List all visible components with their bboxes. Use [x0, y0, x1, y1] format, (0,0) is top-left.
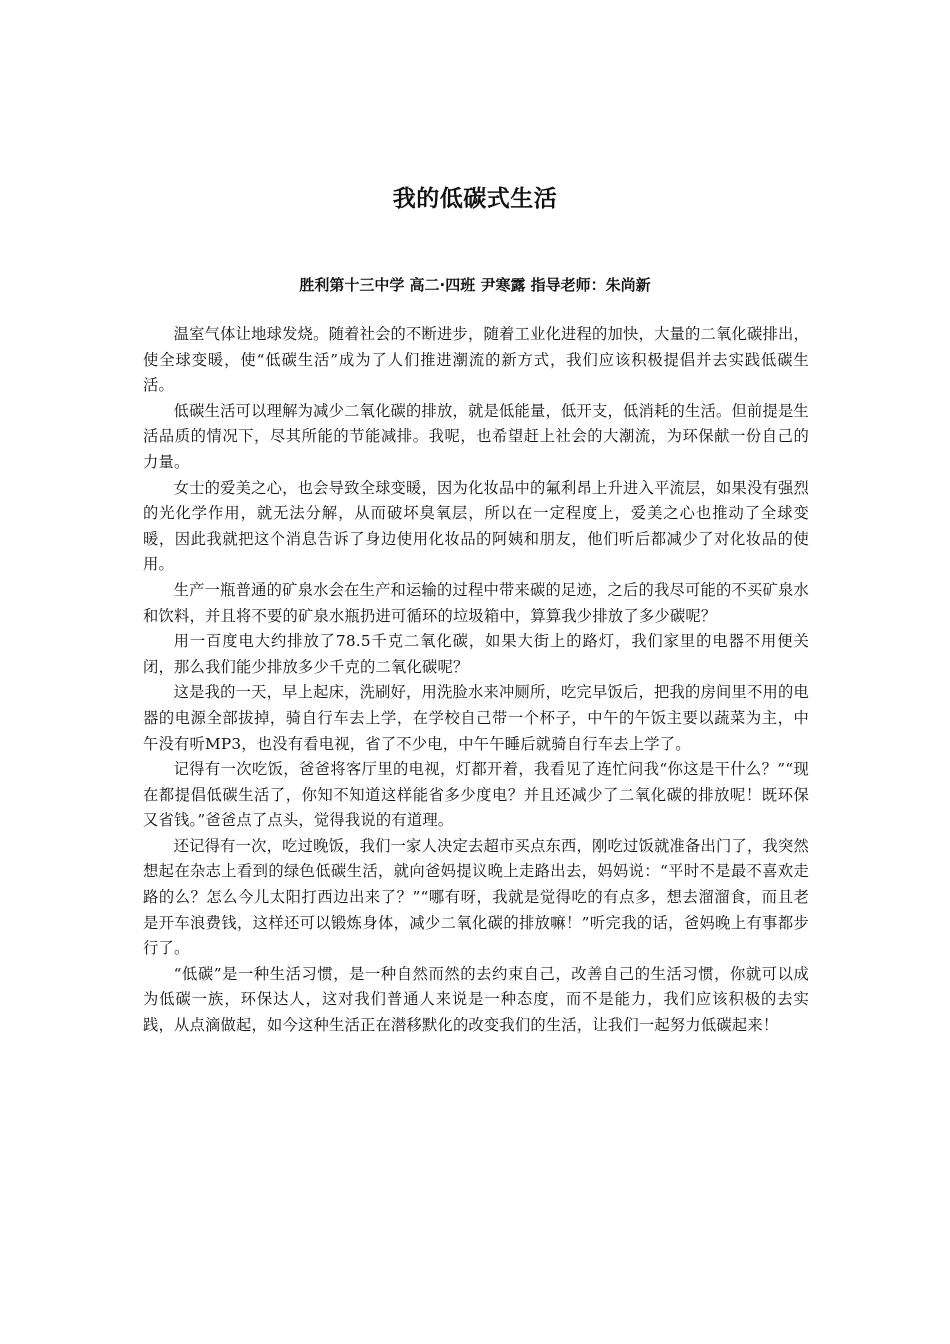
author-byline: 胜利第十三中学 高二·四班 尹寒露 指导老师：朱尚新 [299, 276, 651, 294]
document-body [143, 322, 809, 1039]
paragraph-8: 还记得有一次，吃过晚饭，我们一家人决定去超市买点东西，刚吃过饭就准备出门了，我突然想起在杂志上看到的绿色低碳生活，就向爸妈提议晚上走路出去，妈妈说：“平时不是最不喜欢走路的么？怎么今儿太阳打西边出来了？”“哪有呀，我就是觉得吃的有点多，想去溜溜食，而且老是开车浪费钱，这样还可以锻炼身体，减少二氧化碳的排放嘛！”听完我的话，爸妈晚上有事都步行了。 [143, 836, 809, 958]
paragraph-1: 温室气体让地球发烧。随着社会的不断进步，随着工业化进程的加快，大量的二氧化碳排出，使全球变暖，使“低碳生活”成为了人们推进潮流的新方式，我们应该积极提倡并去实践低碳生活。 [143, 325, 809, 395]
paragraph-4: 生产一瓶普通的矿泉水会在生产和运输的过程中带来碳的足迹，之后的我尽可能的不买矿泉水和饮料，并且将不要的矿泉水瓶扔进可循环的垃圾箱中，算算我少排放了多少碳呢？ [143, 580, 809, 625]
paragraph-6: 这是我的一天，早上起床，洗刷好，用洗脸水来冲厕所，吃完早饭后，把我的房间里不用的电器的电源全部拔掉，骑自行车去上学，在学校自己带一个杯子，中午的午饭主要以蔬菜为主，中午没有听MP3，也没有看电视，省了不少电，中午午睡后就骑自行车去上学了。 [143, 683, 809, 753]
paragraph-7: 记得有一次吃饭，爸爸将客厅里的电视，灯都开着，我看见了连忙问我“你这是干什么？”“现在都提倡低碳生活了，你知不知道这样能省多少度电？并且还减少了二氧化碳的排放呢！既环保又省钱。”爸爸点了点头，觉得我说的有道理。 [143, 760, 809, 830]
paragraph-2: 低碳生活可以理解为减少二氧化碳的排放，就是低能量，低开支，低消耗的生活。但前提是生活品质的情况下，尽其所能的节能减排。我呢，也希望赶上社会的大潮流，为环保献一份自己的力量。 [143, 401, 809, 471]
document-title: 我的低碳式生活 [392, 186, 558, 212]
paragraph-3: 女士的爱美之心，也会导致全球变暖，因为化妆品中的氟利昂上升进入平流层，如果没有强烈的光化学作用，就无法分解，从而破坏臭氧层，所以在一定程度上，爱美之心也推动了全球变暖，因此我就把这个消息告诉了身边使用化妆品的阿姨和朋友，他们听后都减少了对化妆品的使用。 [143, 478, 809, 574]
paragraph-9: “低碳”是一种生活习惯，是一种自然而然的去约束自己，改善自己的生活习惯，你就可以成为低碳一族，环保达人，这对我们普通人来说是一种态度，而不是能力，我们应该积极的去实践，从点滴做起，如今这种生活正在潜移默化的改变我们的生活，让我们一起努力低碳起来！ [143, 964, 809, 1035]
paragraph-5: 用一百度电大约排放了78.5千克二氧化碳，如果大街上的路灯，我们家里的电器不用便关闭，那么我们能少排放多少千克的二氧化碳呢？ [143, 632, 809, 676]
